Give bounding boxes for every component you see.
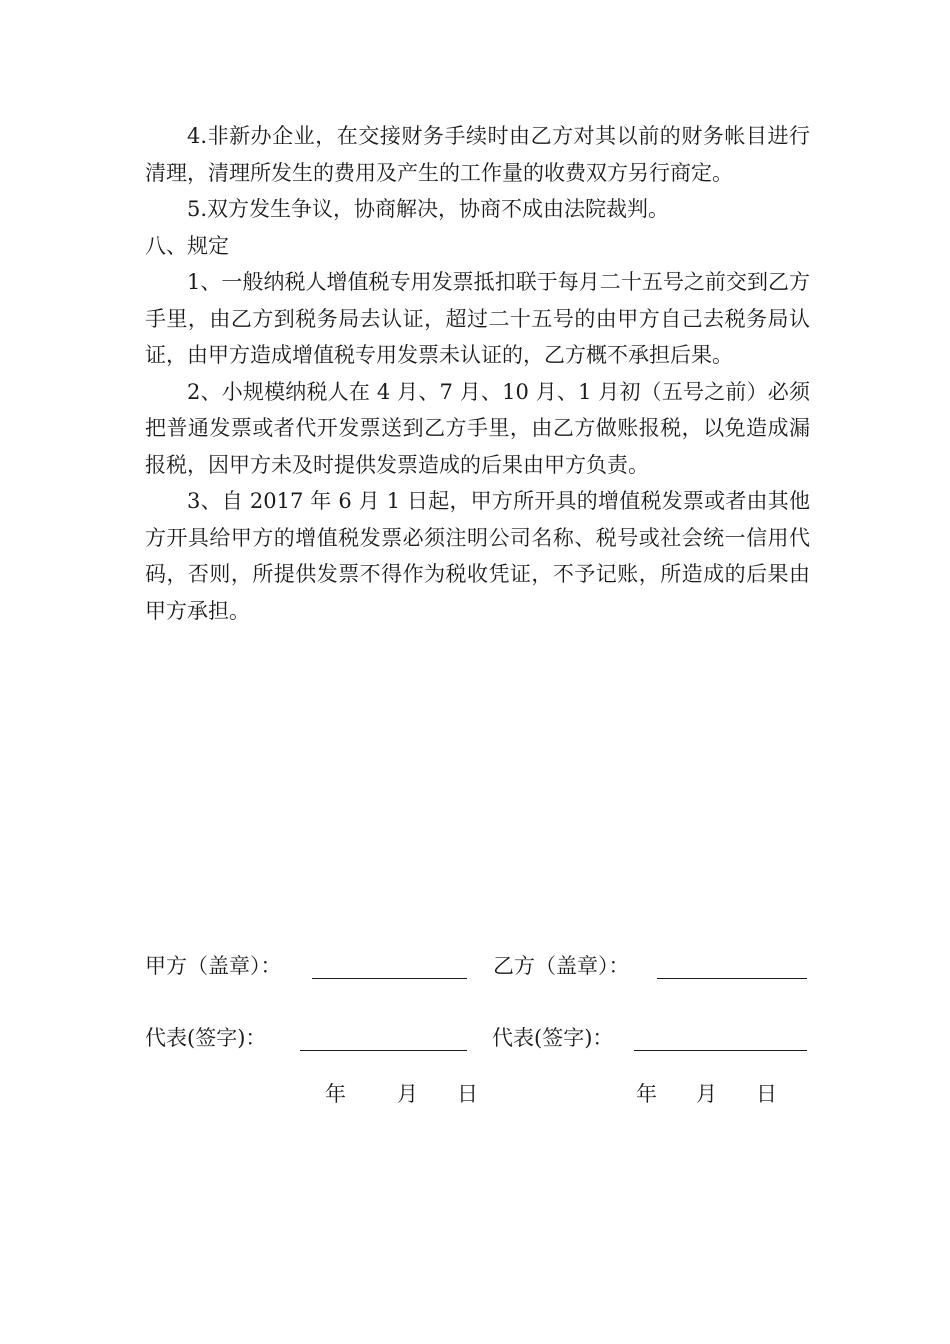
section-heading: 八、规定 bbox=[145, 233, 229, 258]
seal-row bbox=[145, 950, 810, 990]
rule-1: 1、一般纳税人增值税专用发票抵扣联于每月二十五号之前交到乙方手里，由乙方到税务局去认证，超过二十五号的由甲方自己去税务局认证，由甲方造成增值税专用发票未认证的，乙方概不承担后果。 bbox=[145, 270, 810, 367]
rule-2: 2、小规模纳税人在 4 月、7 月、10 月、1 月初（五号之前）必须把普通发票或者代开发票送到乙方手里，由乙方做账报税，以免造成漏报税，因甲方未及时提供发票造成的后果由甲方负责。 bbox=[145, 379, 810, 477]
party-a-seal-line[interactable] bbox=[312, 978, 467, 979]
party-b-seal-label: 乙方（盖章）： bbox=[493, 954, 630, 978]
party-a-rep-label: 代表(签字)： bbox=[145, 1026, 267, 1050]
representative-row bbox=[145, 1022, 810, 1062]
party-a-year: 年 bbox=[325, 1082, 346, 1106]
party-b-month: 月 bbox=[696, 1082, 717, 1106]
rule-3: 3、自 2017 年 6 月 1 日起，甲方所开具的增值税发票或者由其他方开具给甲方的增值税发票必须注明公司名称、税号或社会统一信用代码，否则，所提供发票不得作为税收凭证，不予记账，所造成的后果由甲方承担。 bbox=[145, 489, 810, 623]
party-b-day: 日 bbox=[756, 1082, 777, 1106]
party-a-day: 日 bbox=[457, 1082, 478, 1106]
party-b-rep-label: 代表(签字)： bbox=[492, 1026, 614, 1050]
clause-4: 4.非新办企业，在交接财务手续时由乙方对其以前的财务帐目进行清理，清理所发生的费用及产生的工作量的收费双方另行商定。 bbox=[145, 124, 810, 185]
party-b-year: 年 bbox=[636, 1082, 657, 1106]
party-b-rep-line[interactable] bbox=[634, 1050, 807, 1051]
party-b-seal-line[interactable] bbox=[657, 978, 807, 979]
party-a-month: 月 bbox=[397, 1082, 418, 1106]
clause-5: 5.双方发生争议，协商解决，协商不成由法院裁判。 bbox=[187, 197, 670, 221]
party-a-rep-line[interactable] bbox=[300, 1050, 467, 1051]
party-a-seal-label: 甲方（盖章）： bbox=[145, 954, 282, 978]
contract-body bbox=[145, 118, 810, 629]
